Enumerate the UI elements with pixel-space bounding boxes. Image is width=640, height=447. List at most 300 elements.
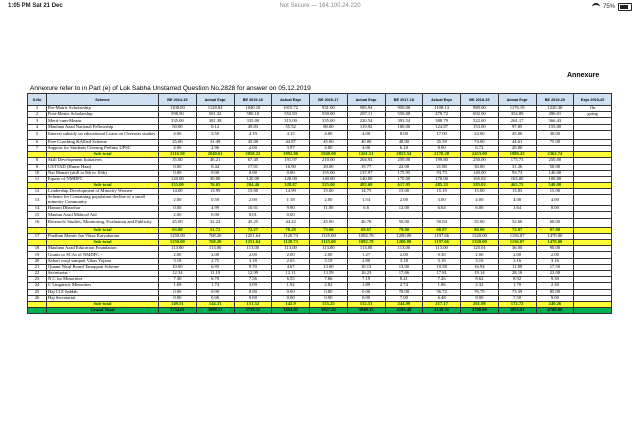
value-cell: 1156.07 xyxy=(498,240,536,246)
value-cell: 35.00 xyxy=(159,158,197,164)
value-cell: 80.00 xyxy=(310,124,348,130)
value-cell: 44.87 xyxy=(272,139,310,145)
document-title: Annexure refer to in Part (e) of Lok Sabha Unstarred Question No.2828 for answer on 05.12.2019 xyxy=(30,85,311,92)
status-time: 1:05 PM Sat 21 Dec xyxy=(8,3,63,9)
value-cell: 79.00 xyxy=(385,227,423,233)
value-cell: 768.20 xyxy=(196,233,234,239)
value-cell: 3.16 xyxy=(498,258,536,264)
value-cell: 172.72 xyxy=(498,301,536,307)
value-cell: 692.00 xyxy=(461,112,499,118)
value-cell: 30.00 xyxy=(536,130,574,139)
value-cell: 12.00 xyxy=(385,206,423,212)
value-cell: 552.83 xyxy=(272,112,310,118)
value-cell: 3734.01 xyxy=(159,308,197,314)
value-cell: 56.72 xyxy=(423,289,461,295)
value-cell: 10.58 xyxy=(423,264,461,270)
scheme-cell: Interest subsidy on educational Loans on Overseas studies xyxy=(47,130,159,139)
table-body xyxy=(28,106,612,314)
serial-cell: 20 xyxy=(28,258,47,264)
table-row xyxy=(28,130,612,139)
value-cell: 45.59 xyxy=(423,139,461,145)
value-cell: 100.00 xyxy=(385,124,423,130)
value-cell: 768.20 xyxy=(196,240,234,246)
value-cell: 76.79 xyxy=(461,289,499,295)
value-cell: 52.60 xyxy=(498,218,536,227)
value-cell: 44.22 xyxy=(272,218,310,227)
column-header: Actual Expr xyxy=(196,94,234,106)
value-cell: 170.00 xyxy=(385,176,423,182)
value-cell: 1197.66 xyxy=(423,233,461,239)
value-cell: 204.94 xyxy=(347,158,385,164)
value-cell: 137.97 xyxy=(347,170,385,176)
value-cell: 3.16 xyxy=(461,258,499,264)
value-cell: 1100.00 xyxy=(159,106,197,112)
value-cell: 97.85 xyxy=(498,124,536,130)
scheme-cell: Merit-cum-Means xyxy=(47,118,159,124)
serial-cell: 26 xyxy=(28,295,47,301)
value-cell: 2.00 xyxy=(159,252,197,258)
value-cell: 13.00 xyxy=(310,264,348,270)
table-row xyxy=(28,218,612,227)
value-cell: 30.00 xyxy=(461,164,499,170)
serial-cell: 25 xyxy=(28,289,47,295)
value-cell: 2.00 xyxy=(196,252,234,258)
scheme-cell: Sahari waqf sampati Vikas Yojana xyxy=(47,258,159,264)
value-cell: 125.01 xyxy=(461,246,499,252)
value-cell: 22.00 xyxy=(536,270,574,276)
value-cell: 393.54 xyxy=(385,118,423,124)
address-url[interactable]: Not Secure — 164.100.24.220 xyxy=(279,3,361,9)
value-cell: 113.00 xyxy=(159,246,197,252)
value-cell: 1120.73 xyxy=(272,233,310,239)
value-cell: 73.39 xyxy=(498,289,536,295)
serial-cell: 21 xyxy=(28,264,47,270)
scheme-cell: Maulan Azad Midacal Aid xyxy=(47,212,159,218)
value-cell: 7.19 xyxy=(347,277,385,283)
scheme-cell: Free Coaching &Allied Scheme xyxy=(47,139,159,145)
value-cell: 7.56 xyxy=(234,277,272,283)
value-cell: 2.00 xyxy=(310,195,348,206)
value-cell: 7.26 xyxy=(423,277,461,283)
value-cell: 354.89 xyxy=(498,112,536,118)
value-cell: 0.00 xyxy=(310,289,348,295)
column-header: Actual Expr xyxy=(423,94,461,106)
value-cell: 120.00 xyxy=(234,176,272,182)
value-cell: 140.00 xyxy=(536,170,574,176)
value-cell: 0.00 xyxy=(159,170,197,176)
value-cell: 1125.00 xyxy=(310,233,348,239)
value-cell: 140.00 xyxy=(310,176,348,182)
scheme-cell: Sub-total xyxy=(47,183,159,189)
value-cell: 580.10 xyxy=(234,112,272,118)
value-cell: 7.50 xyxy=(498,295,536,301)
value-cell: 335.00 xyxy=(159,118,197,124)
value-cell: 17.01 xyxy=(234,164,272,170)
column-header: Scheme xyxy=(47,94,159,106)
value-cell: 4.15 xyxy=(272,130,310,139)
value-cell: 4700.00 xyxy=(536,308,574,314)
serial-cell: 11 xyxy=(28,176,47,182)
serial-cell: 2 xyxy=(28,112,47,118)
value-cell: 87.00 xyxy=(536,227,574,233)
value-cell: 7.66 xyxy=(310,277,348,283)
value-cell xyxy=(574,308,612,314)
scheme-cell: Pradhan Mantri Jan Vikas Karyakaram xyxy=(47,233,159,239)
value-cell: 15.19 xyxy=(423,189,461,195)
value-cell: 45.00 xyxy=(234,139,272,145)
value-cell: 1.74 xyxy=(196,283,234,289)
value-cell: 8.62 xyxy=(461,277,499,283)
serial-cell: 23 xyxy=(28,277,47,283)
value-cell: 50.00 xyxy=(159,124,197,130)
column-header: BE 2018-19 xyxy=(461,94,499,106)
value-cell: 1082.78 xyxy=(347,240,385,246)
value-cell: 1.92 xyxy=(272,283,310,289)
value-cell: 15.00 xyxy=(234,189,272,195)
battery-percent: 75% xyxy=(602,4,615,10)
value-cell: 0.00 xyxy=(234,295,272,301)
serial-cell: 8 xyxy=(28,158,47,164)
grand-total-row xyxy=(28,308,612,314)
value-cell: 1250.00 xyxy=(159,240,197,246)
value-cell: 1040.10 xyxy=(234,106,272,112)
value-cell: 51.72 xyxy=(196,227,234,233)
value-cell: 0.12 xyxy=(196,124,234,130)
value-cell: 165.00 xyxy=(498,176,536,182)
value-cell: 3654.85 xyxy=(272,308,310,314)
value-cell: 119.92 xyxy=(347,124,385,130)
value-cell: 6.48 xyxy=(423,295,461,301)
value-cell: 50.04 xyxy=(423,218,461,227)
value-cell: 598.50 xyxy=(159,112,197,118)
value-cell: 76.65 xyxy=(196,183,234,189)
value-cell: 45.00 xyxy=(498,130,536,139)
value-cell: 2170.28 xyxy=(423,152,461,158)
value-cell: 479.72 xyxy=(423,112,461,118)
value-cell: 155.00 xyxy=(310,170,348,176)
value-cell: 3.16 xyxy=(423,258,461,264)
value-cell: 72.07 xyxy=(498,227,536,233)
value-cell: 1320.00 xyxy=(461,240,499,246)
value-cell: 3.97 xyxy=(272,145,310,151)
value-cell: 2058.22 xyxy=(234,152,272,158)
value-cell: 44.61 xyxy=(498,139,536,145)
value-cell: 4.00 xyxy=(159,130,197,139)
value-cell: 155.00 xyxy=(536,124,574,130)
value-cell: On xyxy=(574,106,612,112)
value-cell: 2362.74 xyxy=(536,152,574,158)
value-cell: 14.00 xyxy=(159,189,197,195)
value-cell: 1320.00 xyxy=(461,233,499,239)
serial-cell: 15 xyxy=(28,212,47,218)
value-cell: 0.44 xyxy=(196,164,234,170)
value-cell: 1250.00 xyxy=(159,233,197,239)
value-cell: 113.00 xyxy=(310,246,348,252)
value-cell: 45.00 xyxy=(159,218,197,227)
value-cell: 120.00 xyxy=(272,176,310,182)
scheme-cell: Sub-total xyxy=(47,301,159,307)
value-cell: 0.00 xyxy=(159,289,197,295)
value-cell: 2.00 xyxy=(498,252,536,258)
serial-cell: 24 xyxy=(28,283,47,289)
value-cell: 144.33 xyxy=(196,301,234,307)
value-cell: 6.55 xyxy=(272,277,310,283)
value-cell: 250.00 xyxy=(536,158,574,164)
scheme-cell: Sub-total xyxy=(47,227,159,233)
value-cell: 15.00 xyxy=(536,189,574,195)
value-cell: 8.00 xyxy=(536,206,574,212)
value-cell: 0.00 xyxy=(196,170,234,176)
value-cell: 6.72 xyxy=(461,145,499,151)
value-cell: 366.43 xyxy=(536,118,574,124)
value-cell: 152.51 xyxy=(347,301,385,307)
table-row xyxy=(28,195,612,206)
column-header: Actual Expr xyxy=(498,94,536,106)
value-cell: 113.00 xyxy=(385,246,423,252)
value-cell: 4.00 xyxy=(347,130,385,139)
value-cell: 550.00 xyxy=(310,112,348,118)
column-header: BE 2016-17 xyxy=(310,94,348,106)
value-cell: 1949.00 xyxy=(310,152,348,158)
value-cell: 11.00 xyxy=(310,206,348,212)
scheme-cell: Research/ Studies, Monitoring, Evaluation and Publicity xyxy=(47,218,159,227)
scheme-cell: USTTAD (Hunar Haat) xyxy=(47,164,159,170)
value-cell: 335.00 xyxy=(234,118,272,124)
value-cell: 7.00 xyxy=(385,295,423,301)
value-cell: 20.00 xyxy=(310,164,348,170)
column-header: BE 2014-15 xyxy=(159,94,197,106)
value-cell: 60.00 xyxy=(536,218,574,227)
value-cell: 0.50 xyxy=(196,195,234,206)
value-cell: 21.80 xyxy=(423,164,461,170)
value-cell: 1.89 xyxy=(347,283,385,289)
value-cell: 1.27 xyxy=(347,252,385,258)
value-cell: 0.00 xyxy=(196,295,234,301)
value-cell: 155.25 xyxy=(310,301,348,307)
value-cell: 3.18 xyxy=(385,258,423,264)
value-cell: 11.19 xyxy=(196,270,234,276)
value-cell: 6.00 xyxy=(461,206,499,212)
value-cell: 9.90 xyxy=(272,206,310,212)
scheme-cell: Maulana Azad National Fellowship xyxy=(47,124,159,130)
value-cell: 13.83 xyxy=(498,189,536,195)
value-cell: 15.00 xyxy=(385,189,423,195)
value-cell: 4.19 xyxy=(234,130,272,139)
value-cell: 2.80 xyxy=(347,258,385,264)
value-cell: 149.51 xyxy=(159,301,197,307)
value-cell: 14.75 xyxy=(347,189,385,195)
value-cell: 170.00 xyxy=(423,176,461,182)
value-cell: 482.68 xyxy=(347,183,385,189)
value-cell: 4139.31 xyxy=(423,308,461,314)
value-cell: 31.26 xyxy=(498,164,536,170)
value-cell: 496.01 xyxy=(536,112,574,118)
scheme-cell: Scheme for Containing population decline of a small minority Community xyxy=(47,195,159,206)
value-cell: 0.00 xyxy=(272,170,310,176)
value-cell: 3827.25 xyxy=(310,308,348,314)
value-cell: 16.94 xyxy=(461,264,499,270)
wifi-icon xyxy=(592,3,600,11)
value-cell: 85.00 xyxy=(536,289,574,295)
scheme-cell: Leadership Development of Minority Women xyxy=(47,189,159,195)
value-cell: 1.86 xyxy=(423,283,461,289)
value-cell: 240.26 xyxy=(536,301,574,307)
value-cell: 45.00 xyxy=(310,139,348,145)
value-cell: 55.00 xyxy=(461,218,499,227)
value-cell: 12.99 xyxy=(234,270,272,276)
value-cell: 550.00 xyxy=(385,112,423,118)
scheme-cell: Hamari Dharohar xyxy=(47,206,159,212)
value-cell: 3.18 xyxy=(159,258,197,264)
value-cell: 1197.66 xyxy=(423,240,461,246)
value-cell: 8.00 xyxy=(461,295,499,301)
value-cell: 12.34 xyxy=(159,270,197,276)
value-cell: 14.99 xyxy=(272,189,310,195)
value-cell: 78.00 xyxy=(385,289,423,295)
value-cell: 0.30 xyxy=(423,252,461,258)
value-cell: 0.00 xyxy=(196,212,234,218)
value-cell: 6.6 xyxy=(347,206,385,212)
annexure-heading: Annexure xyxy=(567,72,600,79)
column-header: BE 2017-18 xyxy=(385,94,423,106)
value-cell: 2116.50 xyxy=(159,152,197,158)
serial-cell xyxy=(28,308,47,314)
value-cell: 9.70 xyxy=(234,264,272,270)
value-cell: 113.00 xyxy=(347,246,385,252)
value-cell: 69.67 xyxy=(347,227,385,233)
value-cell: 113.00 xyxy=(234,246,272,252)
budget-table xyxy=(27,93,612,314)
value-cell: 2.32 xyxy=(461,283,499,289)
value-cell: 3049.15 xyxy=(347,308,385,314)
value-cell: 32.24 xyxy=(196,218,234,227)
value-cell: 0.00 xyxy=(234,170,272,176)
value-cell: 15.00 xyxy=(310,189,348,195)
value-cell: 3.18 xyxy=(234,258,272,264)
value-cell: 113.00 xyxy=(272,246,310,252)
value-cell: 4.99 xyxy=(196,206,234,212)
column-header: Actual Expr xyxy=(272,94,310,106)
value-cell: 217.17 xyxy=(423,301,461,307)
value-cell: 4.67 xyxy=(272,264,310,270)
value-cell: 0.00 xyxy=(159,295,197,301)
value-cell: 485.33 xyxy=(423,183,461,189)
serial-cell: 3 xyxy=(28,118,47,124)
value-cell: 501.32 xyxy=(196,112,234,118)
scheme-cell: Grand Total xyxy=(47,308,159,314)
value-cell: 2.00 xyxy=(159,195,197,206)
value-cell: 4.00 xyxy=(536,195,574,206)
serial-cell: 19 xyxy=(28,252,47,258)
value-cell: 124.87 xyxy=(423,124,461,130)
value-cell: 2.30 xyxy=(536,283,574,289)
value-cell: 3.09 xyxy=(234,283,272,289)
value-cell: 4195.48 xyxy=(385,308,423,314)
value-cell: 3.00 xyxy=(423,195,461,206)
value-cell: 2.96 xyxy=(196,145,234,151)
value-cell: 6.18 xyxy=(385,145,423,151)
serial-cell: 7 xyxy=(28,145,47,151)
value-cell: 2.00 xyxy=(385,252,423,258)
serial-cell: 14 xyxy=(28,206,47,212)
value-cell: 48.00 xyxy=(385,139,423,145)
value-cell: 73.00 xyxy=(310,227,348,233)
value-cell: 63.00 xyxy=(159,227,197,233)
value-cell: 3738.11 xyxy=(234,308,272,314)
value-cell: 10.01 xyxy=(234,206,272,212)
value-cell xyxy=(574,195,612,206)
value-cell: 9.30 xyxy=(536,277,574,283)
scheme-cell: C Linguistic Minorities xyxy=(47,283,159,289)
column-header: Actual Expr xyxy=(347,94,385,106)
value-cell: 17.50 xyxy=(536,264,574,270)
battery-icon xyxy=(618,3,632,11)
scheme-cell: Equity of NMDFC xyxy=(47,176,159,182)
value-cell: 3853.01 xyxy=(498,308,536,314)
serial-cell: 6 xyxy=(28,139,47,145)
value-cell: 155.00 xyxy=(159,183,197,189)
value-cell: 68.87 xyxy=(423,227,461,233)
value-cell: 1156.07 xyxy=(498,233,536,239)
value-cell: 3090.51 xyxy=(196,308,234,314)
value-cell: 2.00 xyxy=(272,252,310,258)
value-cell: 1251.64 xyxy=(234,233,272,239)
serial-cell: 12 xyxy=(28,189,47,195)
value-cell: 1.69 xyxy=(159,283,197,289)
value-cell: 142.9 xyxy=(272,301,310,307)
value-cell: 36.00 xyxy=(498,246,536,252)
value-cell: 250.00 xyxy=(461,158,499,164)
value-cell: 1120.73 xyxy=(272,240,310,246)
value-cell: 287.11 xyxy=(347,112,385,118)
value-cell: 0.00 xyxy=(272,289,310,295)
column-header: Expr 2019-20 xyxy=(574,94,612,106)
value-cell: 113.00 xyxy=(423,246,461,252)
serial-cell: 4 xyxy=(28,124,47,130)
value-cell: 0.01 xyxy=(234,212,272,218)
value-cell: 13.99 xyxy=(196,189,234,195)
value-cell: 80.00 xyxy=(461,227,499,233)
value-cell: 17.66 xyxy=(385,270,423,276)
value-cell: 220.54 xyxy=(347,118,385,124)
value-cell: 2453.00 xyxy=(461,152,499,158)
value-cell: 140.00 xyxy=(347,176,385,182)
value-cell: 100.00 xyxy=(536,176,574,182)
value-cell: 2.74 xyxy=(385,283,423,289)
value-cell: 0.00 xyxy=(347,289,385,295)
value-cell: 2.00 xyxy=(536,252,574,258)
value-cell: 7.30 xyxy=(159,277,197,283)
value-cell: 191.97 xyxy=(272,158,310,164)
value-cell: 1.18 xyxy=(272,195,310,206)
value-cell xyxy=(574,218,612,227)
value-cell: 244.99 xyxy=(385,301,423,307)
value-cell: 45.25 xyxy=(234,218,272,227)
value-cell: 28.16 xyxy=(498,270,536,276)
value-cell: 950.00 xyxy=(385,106,423,112)
value-cell: 381.38 xyxy=(196,118,234,124)
value-cell: 522.00 xyxy=(461,118,499,124)
value-cell: 49.83 xyxy=(234,124,272,130)
value-cell: 6.64 xyxy=(423,206,461,212)
value-cell: 74.00 xyxy=(461,139,499,145)
value-cell: 120.00 xyxy=(159,176,197,182)
serial-cell: 5 xyxy=(28,130,47,139)
value-cell: 0.00 xyxy=(272,295,310,301)
serial-cell: 13 xyxy=(28,195,47,206)
value-cell: 93.73 xyxy=(423,170,461,176)
value-cell: 2.00 xyxy=(461,252,499,258)
